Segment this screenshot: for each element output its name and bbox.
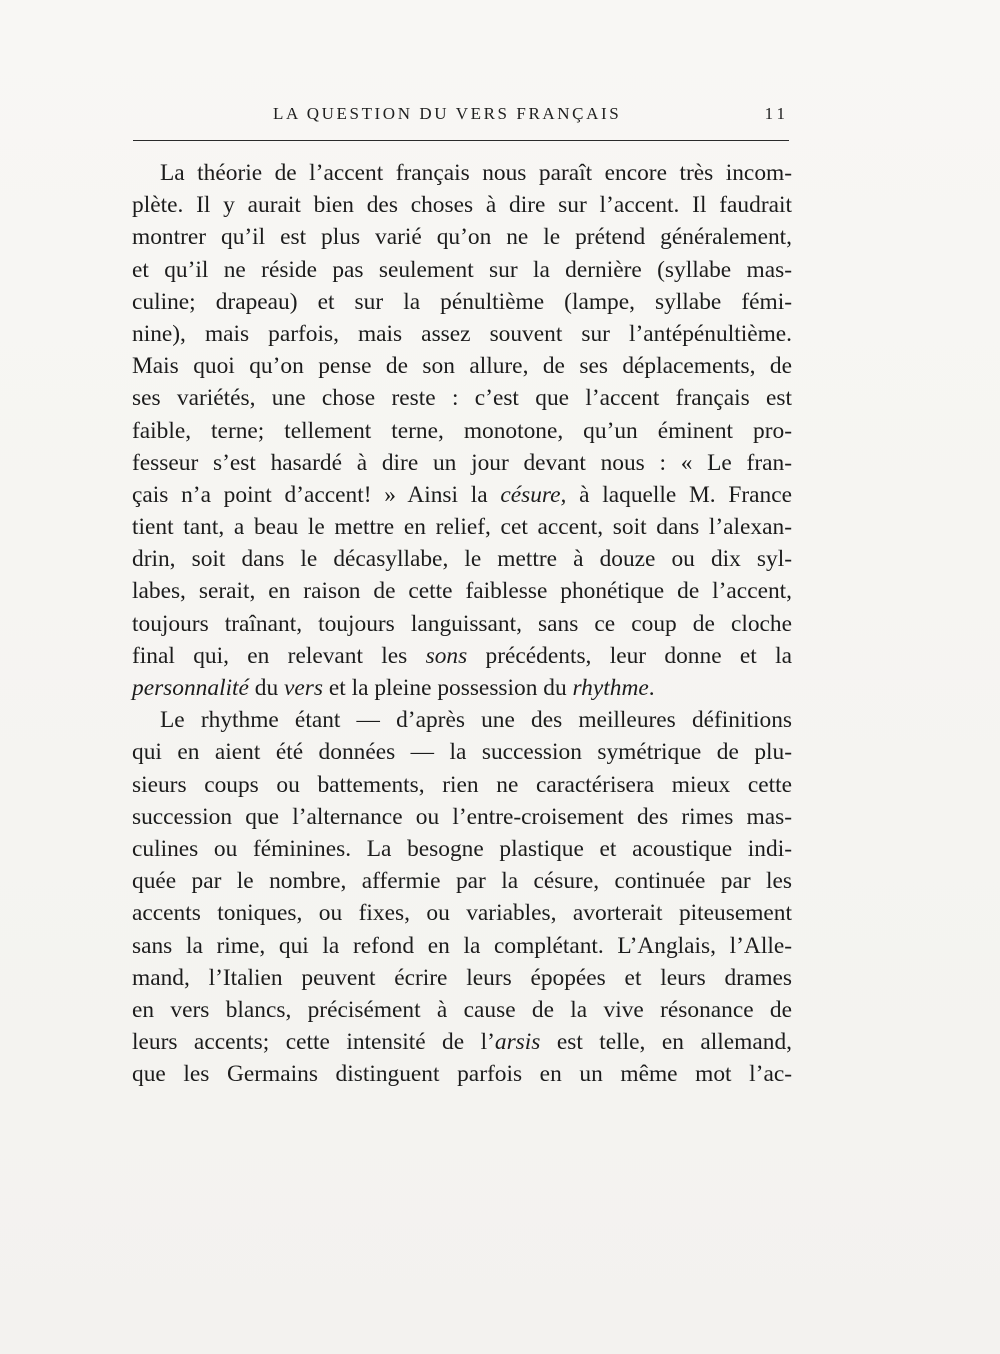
text-line [132, 769, 792, 801]
running-head-title: LA QUESTION DU VERS FRANÇAIS [273, 104, 622, 123]
text-line [132, 865, 792, 897]
italic-term: personnalité [132, 675, 249, 701]
text-segment: nine), mais parfois, mais assez souvent sur l’antépénultième. [132, 320, 792, 347]
text-line [132, 318, 792, 350]
text-segment: toujours traînant, toujours languissant, sans ce coup de cloche [132, 610, 792, 637]
text-segment: mand, l’Italien peuvent écrire leurs épopées et leurs drames [132, 964, 792, 991]
text-segment: succession que l’alternance ou l’entre-croisement des rimes mas- [132, 803, 792, 830]
text-line [132, 511, 792, 543]
text-line [132, 415, 792, 447]
text-line [132, 1026, 792, 1058]
text-segment: que les Germains distinguent parfois en un même mot l’ac- [132, 1061, 792, 1088]
italic-term: sons [425, 642, 468, 669]
text-segment: à laquelle M. France [566, 481, 793, 508]
text-line [132, 254, 792, 286]
text-line [132, 930, 792, 962]
text-line [132, 736, 792, 768]
text-segment: culine; drapeau) et sur la pénultième (lampe, syllabe fémi- [132, 288, 792, 315]
italic-term: rhythme [572, 675, 649, 701]
text-segment: en vers blancs, précisément à cause de la vive résonance de [132, 996, 792, 1023]
text-segment: tient tant, a beau le mettre en relief, cet accent, soit dans l’alexan- [132, 514, 792, 541]
text-segment: çais n’a point d’accent! » Ainsi la [132, 481, 501, 508]
header-rule [133, 140, 789, 141]
text-segment: fesseur s’est hasardé à dire un jour devant nous : « Le fran- [132, 449, 792, 476]
text-line [132, 286, 792, 318]
text-segment: qui en aient été données — la succession symétrique de plu- [132, 739, 792, 766]
italic-term: arsis [494, 1029, 541, 1056]
text-segment: précédents, leur donne et la [467, 642, 792, 669]
text-line [132, 608, 792, 640]
text-segment: est telle, en allemand, [540, 1029, 792, 1056]
text-segment: . [648, 675, 655, 701]
text-segment: plète. Il y aurait bien des choses à dire sur l’accent. Il faudrait [132, 192, 792, 219]
text-line [132, 479, 792, 511]
text-line [132, 897, 792, 929]
text-line [132, 962, 792, 994]
text-line [132, 382, 792, 414]
text-segment: final qui, en relevant les [132, 642, 426, 669]
text-segment: faible, terne; tellement terne, monotone, qu’un éminent pro- [132, 417, 792, 444]
text-segment: ses variétés, une chose reste : c’est que l’accent français est [132, 385, 792, 412]
text-segment: La théorie de l’accent français nous paraît encore très incom- [160, 160, 792, 186]
text-line [132, 447, 792, 479]
text-segment: Mais quoi qu’on pense de son allure, de ses déplacements, de [132, 353, 792, 380]
text-line [132, 189, 792, 221]
text-line [132, 994, 792, 1026]
text-line [132, 672, 792, 704]
text-segment: Le rhythme étant — d’après une des meilleures définitions [160, 707, 792, 734]
text-segment: leurs accents; cette intensité de l’ [132, 1029, 495, 1056]
body-text [132, 157, 792, 1090]
running-header [133, 100, 789, 130]
italic-term: césure, [500, 481, 567, 508]
text-line [132, 640, 792, 672]
text-line [132, 1058, 792, 1090]
text-segment: labes, serait, en raison de cette faiblesse phonétique de l’accent, [132, 578, 792, 605]
text-line [132, 575, 792, 607]
text-segment: quée par le nombre, affermie par la césure, continuée par les [132, 868, 792, 895]
text-segment: accents toniques, ou fixes, ou variables, avorterait piteusement [132, 900, 792, 927]
text-line [132, 221, 792, 253]
text-segment: sans la rime, qui la refond en la complétant. L’Anglais, l’Alle- [132, 932, 792, 959]
text-segment: drin, soit dans le décasyllabe, le mettre à douze ou dix syl- [132, 546, 792, 573]
text-line [132, 157, 792, 189]
text-segment: montrer qu’il est plus varié qu’on ne le prétend généralement, [132, 224, 792, 251]
text-line [132, 543, 792, 575]
text-line [132, 833, 792, 865]
text-segment: sieurs coups ou battements, rien ne caractérisera mieux cette [132, 771, 792, 798]
text-segment: culines ou féminines. La besogne plastique et acoustique indi- [132, 835, 792, 862]
text-segment: et la pleine possession du [323, 675, 573, 701]
text-line [132, 704, 792, 736]
text-segment: du [248, 675, 285, 701]
text-line [132, 801, 792, 833]
page-number: 11 [764, 104, 789, 123]
text-segment: et qu’il ne réside pas seulement sur la dernière (syllabe mas- [132, 256, 792, 283]
text-line [132, 350, 792, 382]
italic-term: vers [284, 675, 324, 701]
